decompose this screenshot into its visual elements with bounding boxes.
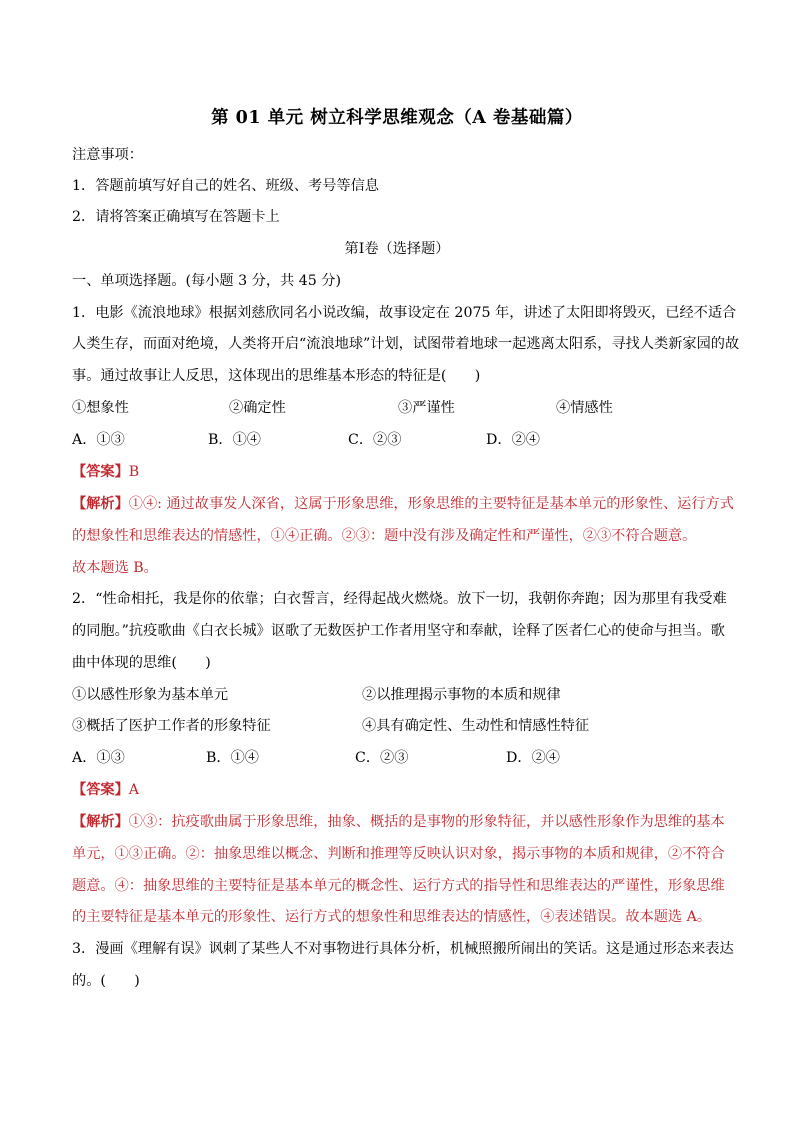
q2-choice-d: D．②④: [506, 750, 560, 766]
part-heading: 一、单项选择题。(每小题 3 分，共 45 分): [72, 273, 342, 289]
q2-analysis-text-1: ①③：抗疫歌曲属于形象思维，抽象、概括的是事物的形象特征，并以感性形象作为思维的基本: [128, 814, 725, 830]
q1-analysis-text-1: ①④: 通过故事发人深省，这属于形象思维，形象思维的主要特征是基本单元的形象性、运行方式: [128, 496, 734, 512]
q3-stem-line-1: 3．漫画《理解有误》讽刺了某些人不对事物进行具体分析，机械照搬所闹出的笑话。这是通过形态来表达: [72, 941, 734, 957]
q1-answer-label: 【答案】: [72, 464, 129, 480]
q1-choice-b: B．①④: [208, 432, 261, 448]
q1-analysis-line-2: 的想象性和思维表达的情感性，①④正确。②③：题中没有涉及确定性和严谨性，②③不符合题意。: [72, 528, 697, 544]
q2-analysis-label: 【解析】: [72, 814, 129, 830]
q2-analysis-line-3: 题意。④：抽象思维的主要特征是基本单元的概念性、运行方式的指导性和思维表达的严谨性，形象思维: [72, 878, 725, 894]
q1-item-4: ④情感性: [556, 400, 613, 416]
q1-analysis-label: 【解析】: [72, 496, 129, 512]
q1-stem-line-1: 1．电影《流浪地球》根据刘慈欣同名小说改编，故事设定在 2075 年，讲述了太阳即将毁灭，已经不适合: [72, 305, 737, 321]
q1-stem-line-2: 人类生存，而面对绝境，人类将开启“流浪地球”计划，试图带着地球一起逃离太阳系，寻找人类新家园的故: [72, 336, 740, 352]
q1-item-2: ②确定性: [229, 400, 286, 416]
q2-choice-a: A．①③: [72, 750, 125, 766]
notes-item-1: 1．答题前填写好自己的姓名、班级、考号等信息: [72, 178, 379, 194]
q2-choice-c: C．②③: [355, 750, 409, 766]
q2-stem-line-3: 曲中体现的思维( ): [72, 655, 211, 671]
q1-item-3: ③严谨性: [398, 400, 455, 416]
q1-item-1: ①想象性: [72, 400, 129, 416]
q2-analysis-line-1: [72, 812, 732, 832]
q1-answer-value: B: [128, 464, 140, 480]
q2-answer: [72, 780, 732, 800]
q1-analysis-line-1: [72, 494, 732, 514]
q3-stem-line-2: 的。( ): [72, 973, 140, 989]
q2-stem-line-2: 的同胞。”抗疫歌曲《白衣长城》讴歌了无数医护工作者用坚守和奉献，诠释了医者仁心的使命与担当。歌: [72, 623, 725, 639]
q2-item-4: ④具有确定性、生动性和情感性特征: [362, 718, 590, 734]
q2-stem-line-1: 2．“性命相托，我是你的依靠；白衣誓言，经得起战火燃烧。放下一切，我朝你奔跑；因为那里有我受难: [72, 591, 727, 607]
notes-item-2: 2．请将答案正确填写在答题卡上: [72, 209, 280, 225]
page-title: 第 01 单元 树立科学思维观念（A 卷基础篇）: [211, 108, 583, 128]
q2-item-3: ③概括了医护工作者的形象特征: [72, 718, 271, 734]
notes-heading: 注意事项：: [72, 147, 143, 163]
q1-choice-a: A．①③: [72, 432, 125, 448]
q2-analysis-line-4: 的主要特征是基本单元的形象性、运行方式的想象性和思维表达的情感性，④表述错误。故本题选 A。: [72, 909, 712, 925]
q1-stem-line-3: 事。通过故事让人反思，这体现出的思维基本形态的特征是( ): [72, 368, 481, 384]
section-title: 第Ⅰ卷（选择题）: [344, 241, 450, 257]
q2-analysis-line-2: 单元，①③正确。②：抽象思维以概念、判断和推理等反映认识对象，揭示事物的本质和规律，②不符合: [72, 846, 725, 862]
q1-answer: [72, 462, 732, 482]
q1-choice-d: D．②④: [486, 432, 540, 448]
q2-item-2: ②以推理揭示事物的本质和规律: [362, 687, 561, 703]
q2-answer-label: 【答案】: [72, 782, 129, 798]
q2-item-1: ①以感性形象为基本单元: [72, 687, 229, 703]
q1-analysis-line-3: 故本题选 B。: [72, 560, 158, 576]
q2-answer-value: A: [128, 782, 140, 798]
q1-choice-c: C．②③: [348, 432, 402, 448]
q2-choice-b: B．①④: [206, 750, 259, 766]
